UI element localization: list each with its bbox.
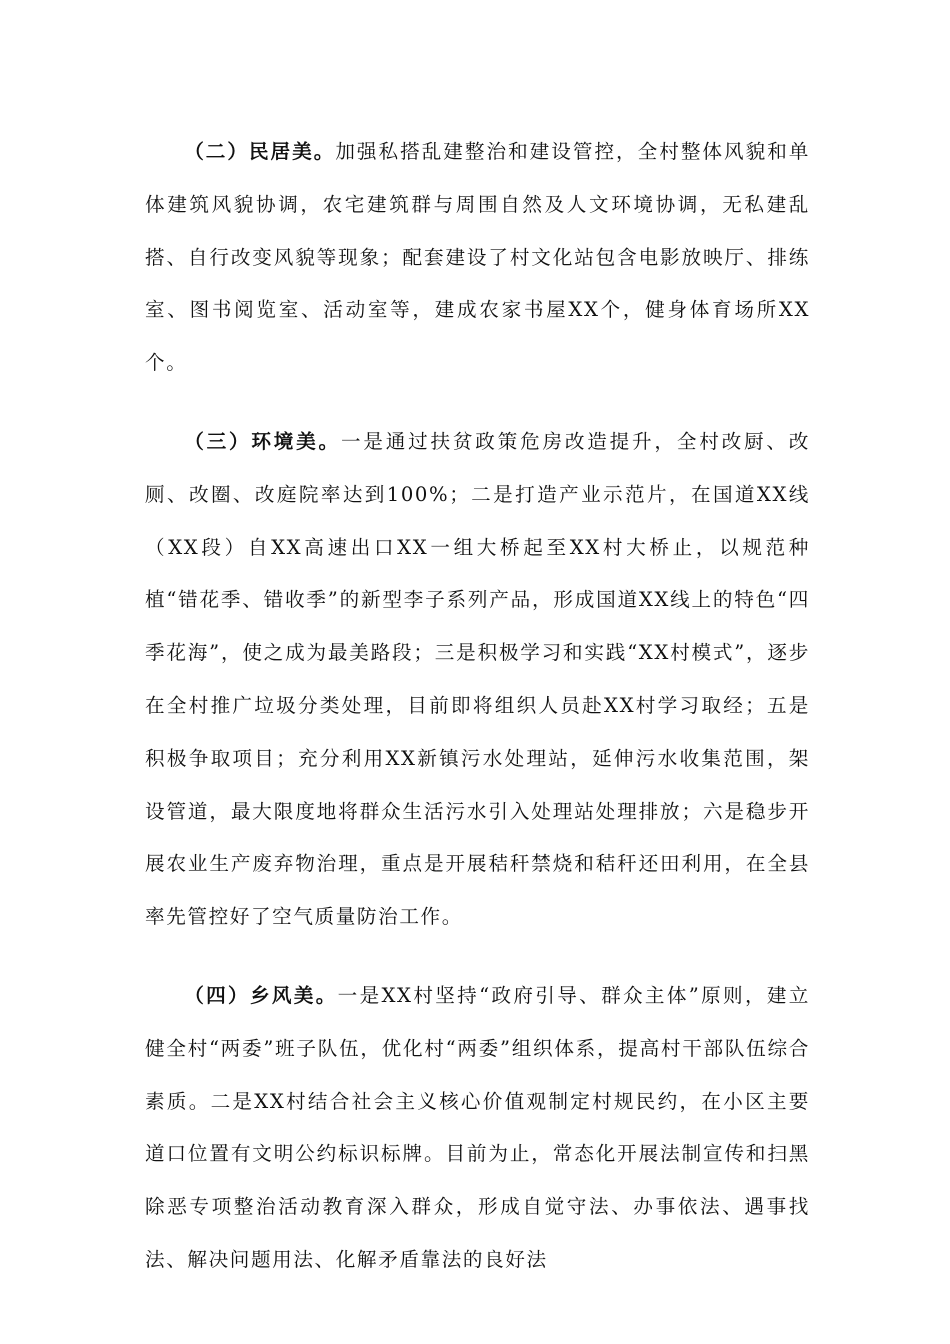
paragraph-text: 加强私搭乱建整治和建设管控，全村整体风貌和单体建筑风貌协调，农宅建筑群与周围自然及人文环境协调，无私建乱搭、自行改变风貌等现象；配套建设了村文化站包含电影放映厅、排练室、图书阅览室、活动室等，建成农家书屋XX个，健身体育场所XX个。 (145, 140, 810, 375)
paragraph-heading: （四）乡风美。 (184, 983, 338, 1007)
document-body (145, 126, 810, 1287)
paragraph-xiangfeng (145, 970, 810, 1287)
paragraph-heading: （二）民居美。 (184, 140, 336, 163)
paragraph-minju (145, 126, 810, 390)
paragraph-text: 一是通过扶贫政策危房改造提升，全村改厨、改厕、改圈、改庭院率达到100%；二是打造产业示范片，在国道XX线（XX段）自XX高速出口XX一组大桥起至XX村大桥止，以规范种植“错花季、错收季”的新型李子系列产品，形成国道XX线上的特色“四季花海”，使之成为最美路段；三是积极学习和实践“XX村模式”，逐步在全村推广垃圾分类处理，目前即将组织人员赴XX村学习取经；五是积极争取项目；充分利用XX新镇污水处理站，延伸污水收集范围，架设管道，最大限度地将群众生活污水引入处理站处理排放；六是稳步开展农业生产废弃物治理，重点是开展秸秆禁烧和秸秆还田利用，在全县率先管控好了空气质量防治工作。 (145, 429, 810, 929)
paragraph-text: 一是XX村坚持“政府引导、群众主体”原则，建立健全村“两委”班子队伍，优化村“两委”组织体系，提高村干部队伍综合素质。二是XX村结合社会主义核心价值观制定村规民约，在小区主要道口位置有文明公约标识标牌。目前为止，常态化开展法制宣传和扫黑除恶专项整治活动教育深入群众，形成自觉守法、办事依法、遇事找法、解决问题用法、化解矛盾靠法的良好法 (145, 983, 810, 1271)
paragraph-heading: （三）环境美。 (184, 429, 341, 453)
paragraph-huanjing (145, 416, 810, 944)
